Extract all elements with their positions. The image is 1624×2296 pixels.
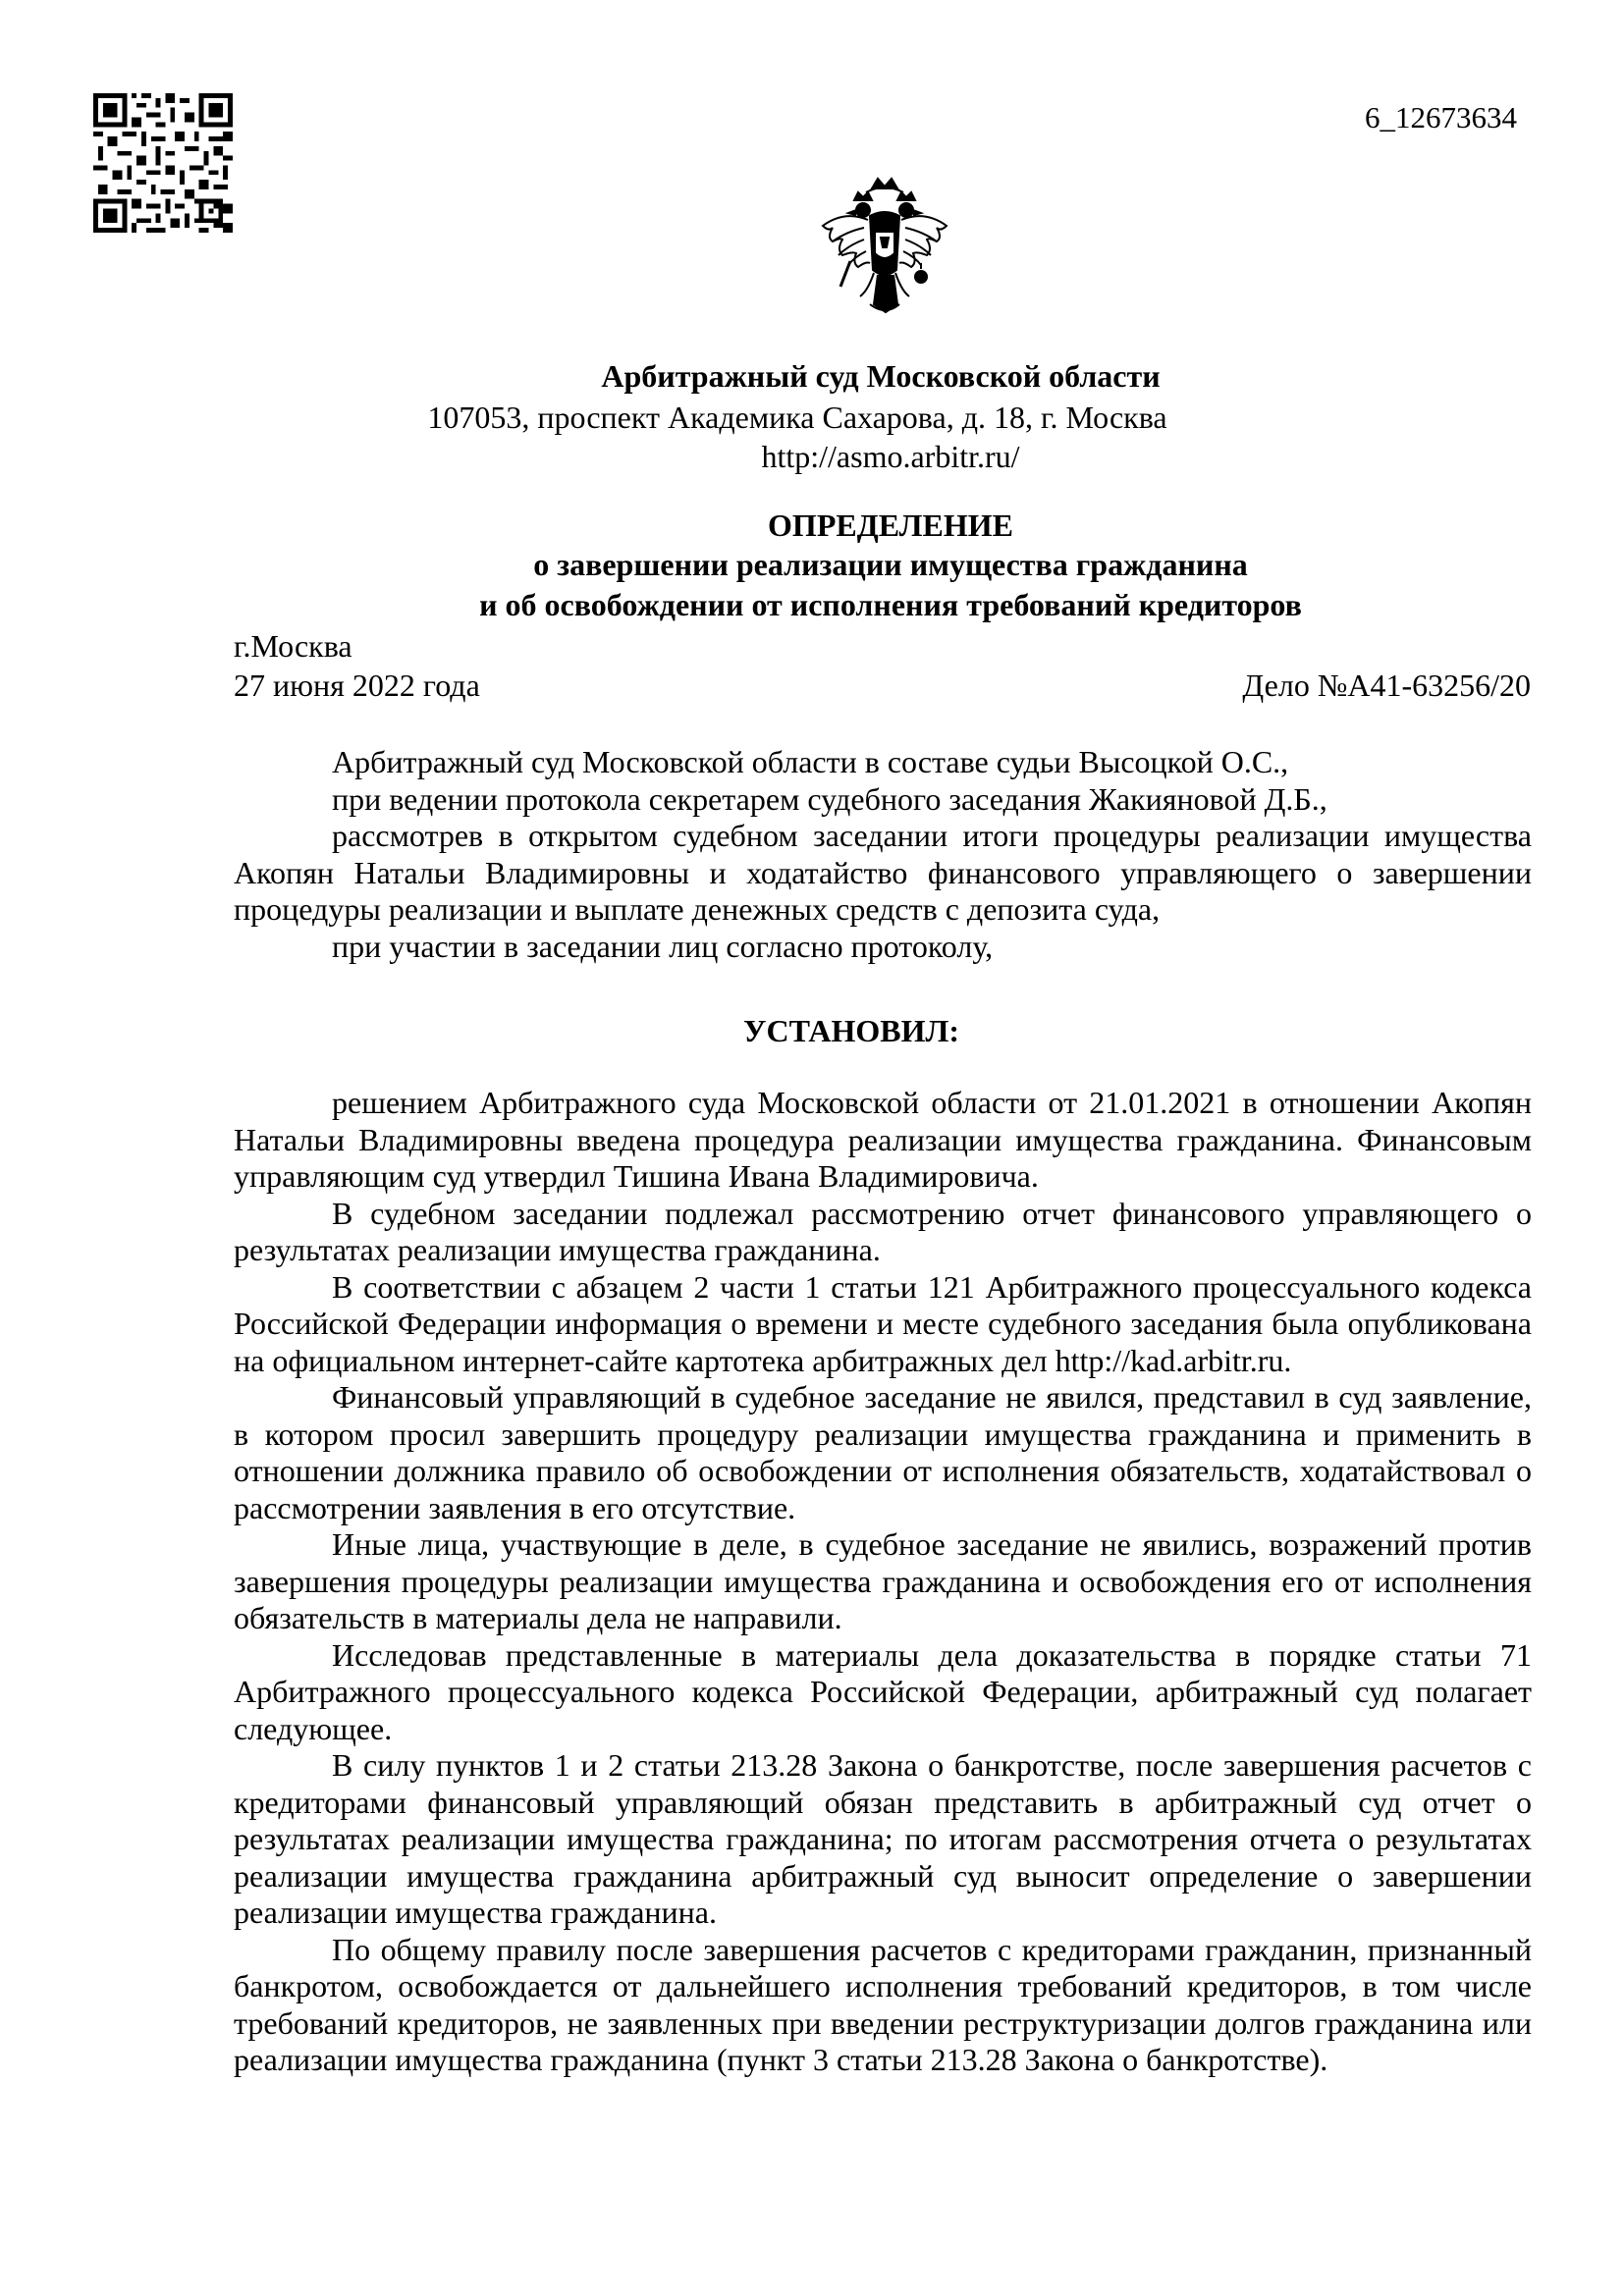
- body-paragraph: Финансовый управляющий в судебное заседание не явился, представил в суд заявление, в котором просил завершить процедуру реализации имущества гражданина и применить в отношении должника правило об освобождении от исполнения обязательств, ходатайствовал о рассмотрении заявления в его отсутствие.: [234, 1379, 1532, 1525]
- document-title: ОПРЕДЕЛЕНИЕ: [768, 507, 1013, 543]
- coat-of-arms-icon: [815, 167, 954, 322]
- case-number: Дело №А41-63256/20: [1242, 667, 1531, 703]
- body-paragraph: В соответствии с абзацем 2 части 1 статьи 121 Арбитражного процессуального кодекса Российской Федерации информация о времени и месте судебного заседания была опубликована на официальном интернет-сайте картотека арбитражных дел http://kad.arbitr.ru.: [234, 1268, 1532, 1378]
- court-url: http://asmo.arbitr.ru/: [761, 439, 1020, 474]
- body-paragraph: Исследовав представленные в материалы дела доказательства в порядке статьи 71 Арбитражного процессуального кодекса Российской Федерации, арбитражный суд полагает следующее.: [234, 1636, 1532, 1746]
- body-paragraph: По общему правилу после завершения расчетов с кредиторами гражданин, признанный банкротом, освобождается от дальнейшего исполнения требований кредиторов, в том числе требований кредиторов, не заявленных при введении реструктуризации долгов гражданина или реализации имущества гражданина (пункт 3 статьи 213.28 Закона о банкротстве).: [234, 1931, 1532, 2077]
- established-heading: УСТАНОВИЛ:: [743, 1013, 959, 1048]
- court-name: Арбитражный суд Московской области: [601, 358, 1161, 394]
- city: г.Москва: [234, 628, 352, 664]
- body-paragraph: В силу пунктов 1 и 2 статьи 213.28 Закона о банкротстве, после завершения расчетов с кредиторами финансовый управляющий обязан представить в арбитражный суд отчет о результатах реализации имущества гражданина; по итогам рассмотрения отчета о результатах реализации имущества гражданина арбитражный суд выносит определение о завершении реализации имущества гражданина.: [234, 1747, 1532, 1930]
- body-paragraph: решением Арбитражного суда Московской области от 21.01.2021 в отношении Акопян Натальи Владимировны введена процедура реализации имущества гражданина. Финансовым управляющим суд утвердил Тишина Ивана Владимировича.: [234, 1085, 1532, 1194]
- intro-paragraph: при ведении протокола секретарем судебного заседания Жакияновой Д.Б.,: [332, 780, 1327, 817]
- body-paragraph: Иные лица, участвующие в деле, в судебное заседание не явились, возражений против завершения процедуры реализации имущества гражданина и освобождения его от исполнения обязательств в материалы дела не направили.: [234, 1526, 1532, 1635]
- intro-paragraph: при участии в заседании лиц согласно протоколу,: [332, 928, 994, 964]
- qr-code-icon: [93, 93, 233, 233]
- intro-section: [234, 744, 1532, 965]
- court-address: 107053, проспект Академика Сахарова, д. 18, г. Москва: [427, 400, 1167, 435]
- main-section: [234, 1085, 1532, 2079]
- document-subtitle-2: и об освобождении от исполнения требований кредиторов: [479, 587, 1302, 622]
- document-subtitle-1: о завершении реализации имущества гражданина: [533, 547, 1248, 582]
- document-id: 6_12673634: [1365, 100, 1517, 134]
- intro-paragraph: Арбитражный суд Московской области в составе судьи Высоцкой О.С.,: [332, 744, 1289, 779]
- document-date: 27 июня 2022 года: [234, 667, 480, 703]
- intro-paragraph: рассмотрев в открытом судебном заседании итоги процедуры реализации имущества Акопян Натальи Владимировны и ходатайство финансового управляющего о завершении процедуры реализации и выплате денежных средств с депозита суда,: [234, 818, 1532, 927]
- body-paragraph: В судебном заседании подлежал рассмотрению отчет финансового управляющего о результатах реализации имущества гражданина.: [234, 1195, 1532, 1267]
